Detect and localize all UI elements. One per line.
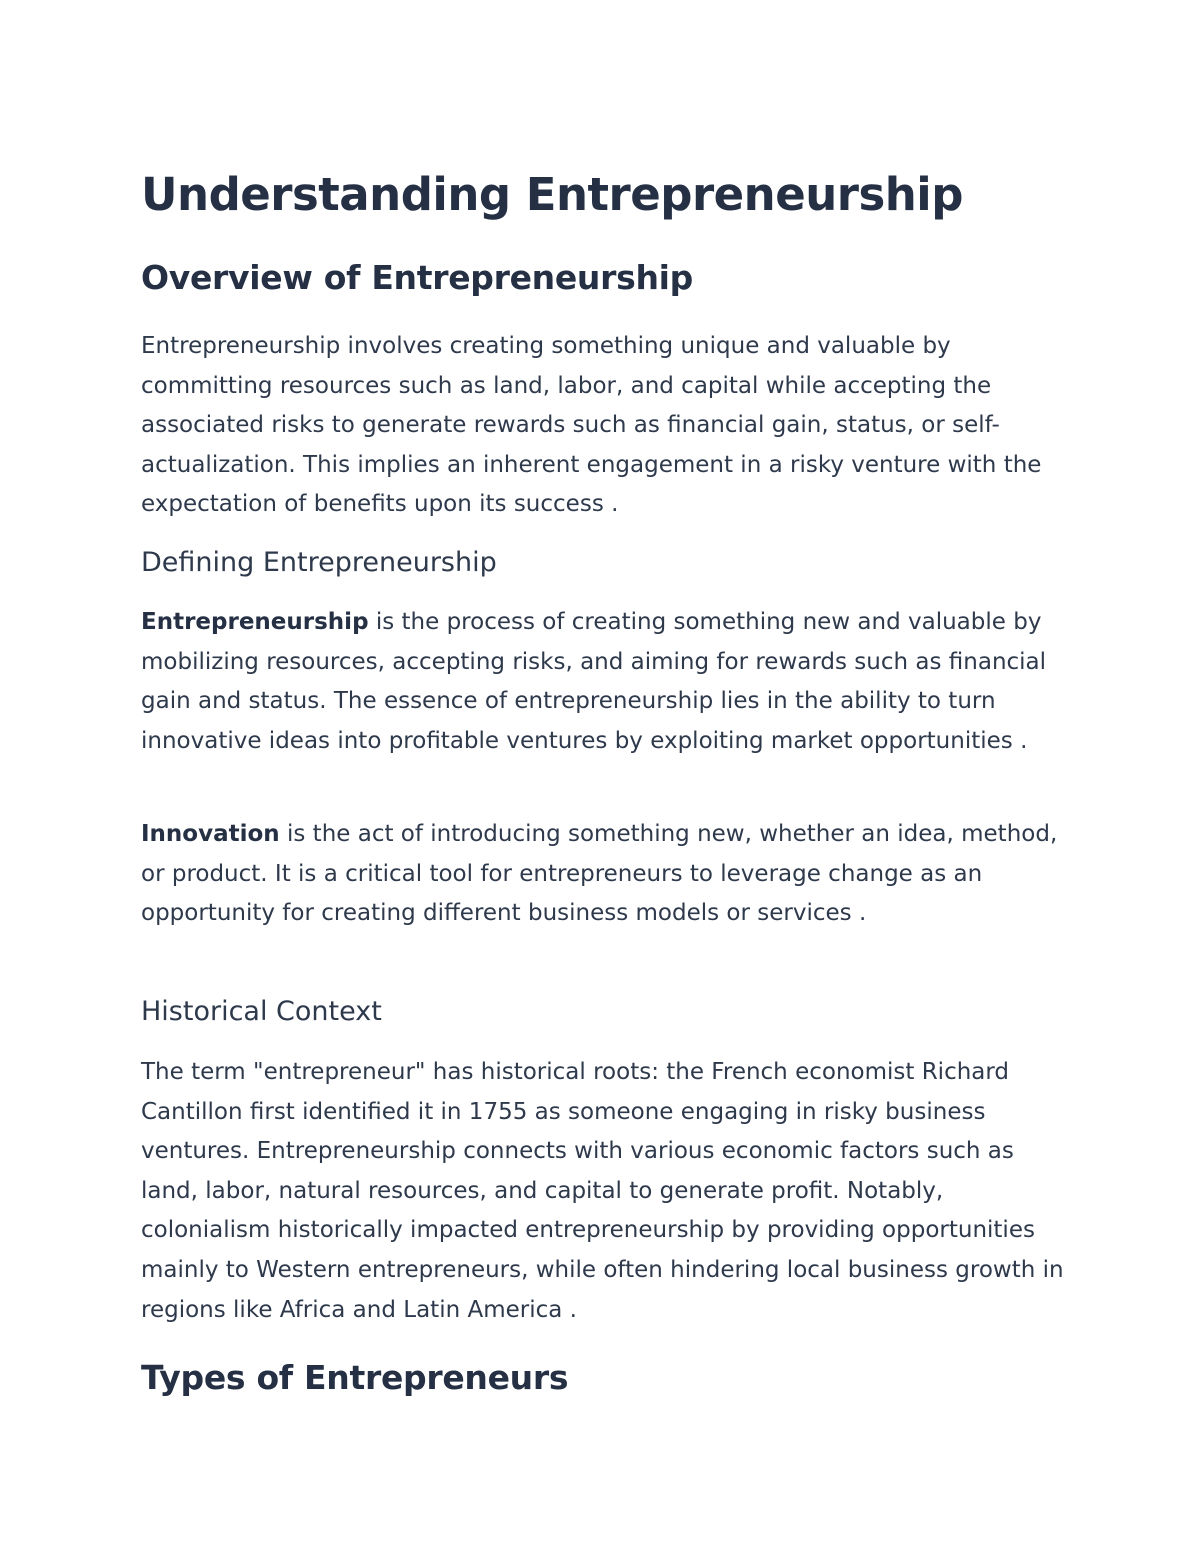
historical-heading: Historical Context xyxy=(141,996,382,1027)
innovation-definition-paragraph xyxy=(141,815,1071,934)
types-heading: Types of Entrepreneurs xyxy=(141,1358,569,1397)
defining-heading: Defining Entrepreneurship xyxy=(141,547,497,578)
entrepreneurship-definition-text: is the process of creating something new and valuable by mobilizing resources, accepting risks, and aiming for rewards such as financial gain and status. The essence of entrepreneurship lies in the ability to turn innovative ideas into profitable ventures by exploiting market opportunities . xyxy=(141,609,1047,754)
document-title: Understanding Entrepreneurship xyxy=(141,168,963,221)
innovation-definition-text: is the act of introducing something new, whether an idea, method, or product. It is a critical tool for entrepreneurs to leverage change as an opportunity for creating different business models or services . xyxy=(141,821,1058,927)
entrepreneurship-term: Entrepreneurship xyxy=(141,609,369,635)
overview-paragraph: Entrepreneurship involves creating something unique and valuable by committing resources such as land, labor, and capital while accepting the associated risks to generate rewards such as financial gain, status, or self-actualization. This implies an inherent engagement in a risky venture with the expectation of benefits upon its success . xyxy=(141,333,1042,518)
entrepreneurship-definition-paragraph xyxy=(141,603,1071,761)
historical-paragraph: The term "entrepreneur" has historical roots: the French economist Richard Cantillon first identified it in 1755 as someone engaging in risky business ventures. Entrepreneurship connects with various economic factors such as land, labor, natural resources, and capital to generate profit. Notably, colonialism historically impacted entrepreneurship by providing opportunities mainly to Western entrepreneurs, while often hindering local business growth in regions like Africa and Latin America . xyxy=(141,1059,1064,1323)
innovation-term: Innovation xyxy=(141,821,280,847)
overview-heading: Overview of Entrepreneurship xyxy=(141,258,693,297)
